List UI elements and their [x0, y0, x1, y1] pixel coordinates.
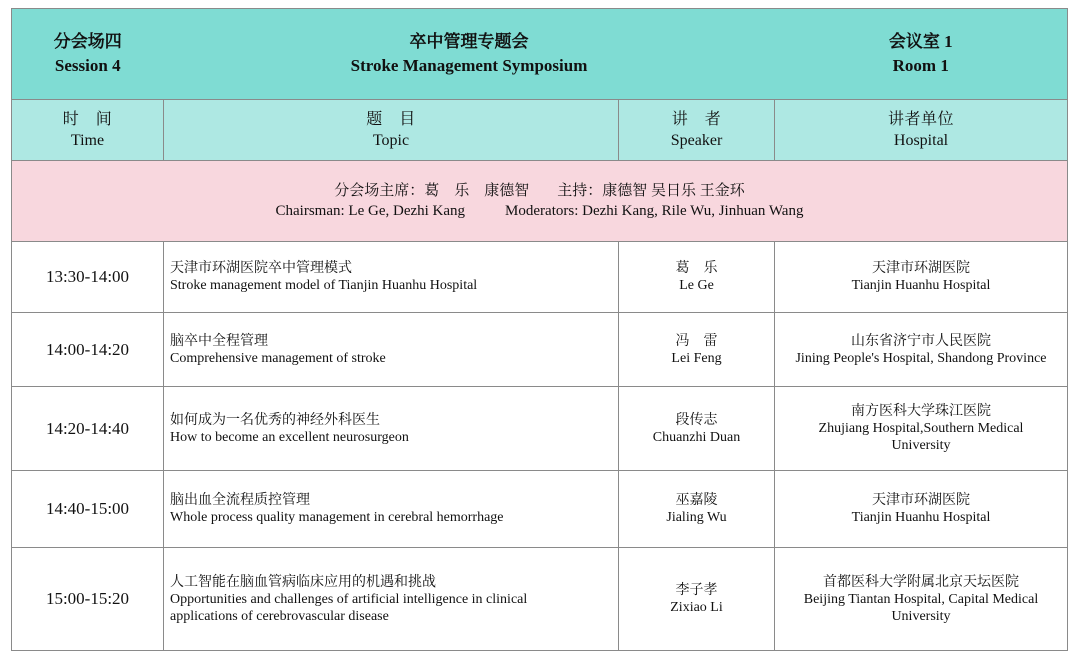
topic-en: Opportunities and challenges of artificial intelligence in clinical: [170, 591, 528, 607]
speaker-en: Lei Feng: [671, 350, 722, 366]
column-topic: [164, 100, 619, 161]
title-zh: 卒中管理专题会: [409, 32, 529, 51]
row-speaker: [619, 387, 775, 471]
chair-row: [12, 161, 1068, 242]
topic-zh: 人工智能在脑血管病临床应用的机遇和挑战: [170, 574, 436, 590]
topic-zh: 如何成为一名优秀的神经外科医生: [170, 412, 380, 428]
chair-info: [12, 161, 1068, 242]
chairman-en: Chairsman: Le Ge, Dezhi Kang: [275, 203, 466, 219]
column-speaker: [619, 100, 775, 161]
moderators-en: Moderators: Dezhi Kang, Rile Wu, Jinhuan Wang: [505, 203, 804, 219]
hospital-en: Zhujiang Hospital,Southern Medical: [818, 421, 1024, 436]
hospital-en: Tianjin Huanhu Hospital: [851, 278, 991, 293]
moderators-zh: 主持：康德智 吴日乐 王金环: [557, 183, 745, 199]
table-row: [12, 387, 1068, 471]
topic-en: Whole process quality management in cerebral hemorrhage: [170, 510, 504, 525]
session-en: Session 4: [54, 56, 121, 75]
row-time: 15:00-15:20: [12, 548, 164, 651]
row-topic: [164, 471, 619, 548]
hospital-zh: 南方医科大学珠江医院: [851, 404, 991, 419]
topic-zh: 脑出血全流程质控管理: [170, 493, 310, 508]
table-row: [12, 313, 1068, 387]
row-hospital: [775, 387, 1068, 471]
speaker-zh: 冯 雷: [675, 333, 718, 349]
session-label: [12, 9, 164, 100]
hospital-en: Beijing Tiantan Hospital, Capital Medical: [803, 591, 1039, 607]
speaker-zh: 巫嘉陵: [675, 493, 718, 508]
column-time-en: Time: [70, 131, 105, 149]
session-zh: 分会场四: [53, 32, 122, 51]
room-label: [775, 9, 1068, 100]
table-row: [12, 471, 1068, 548]
hospital-en: Jining People's Hospital, Shandong Province: [795, 350, 1047, 366]
chair-line-zh: [12, 181, 1067, 201]
hospital-zh: 天津市环湖医院: [872, 261, 970, 276]
table-row: [12, 548, 1068, 651]
column-topic-zh: 题 目: [366, 110, 416, 128]
column-time: [12, 100, 164, 161]
hospital-zh: 天津市环湖医院: [872, 493, 970, 508]
column-headers: [12, 100, 1068, 161]
hospital-zh: 山东省济宁市人民医院: [851, 333, 991, 349]
hospital-en: Tianjin Huanhu Hospital: [851, 510, 991, 525]
column-hospital-zh: 讲者单位: [887, 110, 954, 128]
row-time: 14:00-14:20: [12, 313, 164, 387]
speaker-zh: 李子孝: [675, 583, 718, 598]
speaker-en: Jialing Wu: [666, 510, 727, 525]
row-hospital: [775, 313, 1068, 387]
topic-zh: 脑卒中全程管理: [170, 333, 268, 349]
topic-en: How to become an excellent neurosurgeon: [170, 429, 409, 445]
column-topic-en: Topic: [372, 131, 410, 149]
topic-en: Stroke management model of Tianjin Huanhu Hospital: [170, 278, 478, 293]
session-header: [12, 9, 1068, 100]
row-time: 14:40-15:00: [12, 471, 164, 548]
row-topic: [164, 548, 619, 651]
row-topic: [164, 313, 619, 387]
topic-en-line2: applications of cerebrovascular disease: [170, 608, 389, 624]
speaker-en: Zixiao Li: [670, 600, 723, 615]
speaker-en: Le Ge: [679, 278, 714, 293]
session-title: [164, 9, 775, 100]
row-hospital: [775, 471, 1068, 548]
room-en: Room 1: [892, 56, 949, 75]
row-speaker: [619, 471, 775, 548]
row-speaker: [619, 242, 775, 313]
column-hospital: [775, 100, 1068, 161]
speaker-zh: 葛 乐: [675, 261, 718, 276]
row-speaker: [619, 313, 775, 387]
hospital-en-line2: University: [891, 608, 951, 624]
row-speaker: [619, 548, 775, 651]
schedule-sheet: [11, 8, 1067, 651]
table-row: [12, 242, 1068, 313]
title-en: Stroke Management Symposium: [350, 56, 588, 75]
speaker-en: Chuanzhi Duan: [652, 429, 741, 445]
row-time: 13:30-14:00: [12, 242, 164, 313]
column-speaker-en: Speaker: [670, 131, 723, 149]
speaker-zh: 段传志: [675, 412, 718, 428]
row-topic: [164, 242, 619, 313]
chairman-zh: 分会场主席：葛 乐 康德智: [334, 183, 530, 199]
topic-en: Comprehensive management of stroke: [170, 350, 386, 366]
room-zh: 会议室 1: [888, 32, 953, 51]
hospital-en-line2: University: [891, 438, 951, 453]
row-time: 14:20-14:40: [12, 387, 164, 471]
column-hospital-en: Hospital: [893, 131, 949, 149]
row-hospital: [775, 548, 1068, 651]
column-time-zh: 时 间: [62, 110, 113, 128]
row-hospital: [775, 242, 1068, 313]
column-speaker-zh: 讲 者: [671, 110, 722, 128]
hospital-zh: 首都医科大学附属北京天坛医院: [823, 574, 1019, 590]
topic-zh: 天津市环湖医院卒中管理模式: [170, 261, 352, 276]
chair-line-en: [12, 201, 1067, 221]
schedule-table: [11, 8, 1068, 651]
row-topic: [164, 387, 619, 471]
